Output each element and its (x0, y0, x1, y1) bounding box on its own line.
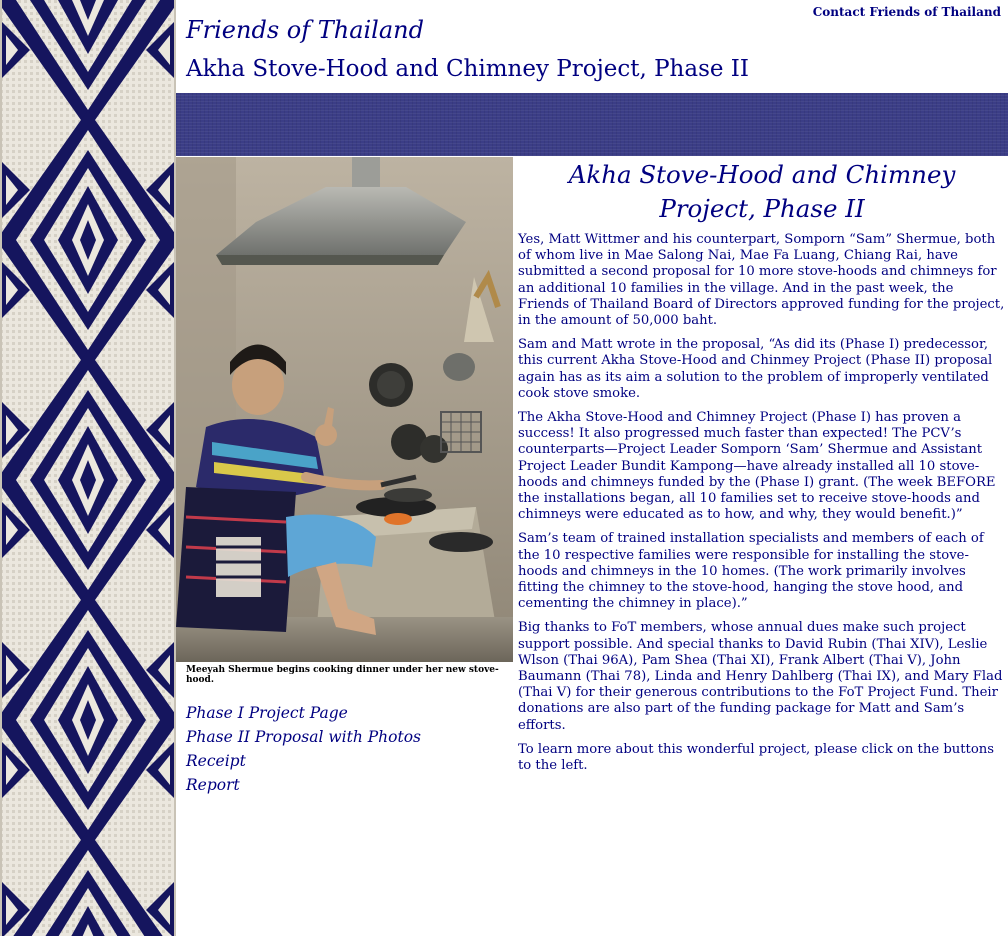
article-paragraph: Yes, Matt Wittmer and his counterpart, Somporn “Sam” Shermue, both of whom live in Mae Salong Nai, Mae Fa Luang, Chiang Rai, have submitted a second proposal for 10 more stove-hoods and chimneys for an additional 10 families in the village. And in the past week, the Friends of Thailand Board of Directors approved funding for the project, in the amount of 50,000 baht. (518, 232, 1005, 329)
phase-one-project-link[interactable]: Phase I Project Page (186, 704, 348, 722)
article (518, 158, 1006, 782)
photo-caption: Meeyah Shermue begins cooking dinner under her new stove-hood. (186, 665, 499, 685)
kitchen-illustration (176, 157, 513, 662)
article-paragraph: To learn more about this wonderful project, please click on the buttons to the left. (518, 741, 995, 774)
phase-two-proposal-link[interactable]: Phase II Proposal with Photos (186, 728, 422, 746)
project-links-nav (186, 701, 421, 797)
report-link[interactable]: Report (186, 776, 240, 794)
woven-textile-border (0, 0, 176, 936)
article-title: Akha Stove-Hood and Chimney Project, Phase II (568, 160, 956, 223)
textile-pattern-image (0, 0, 176, 936)
receipt-link[interactable]: Receipt (186, 752, 246, 770)
article-paragraph: Big thanks to FoT members, whose annual dues make such project support possible. And special thanks to David Rubin (Thai XIV), Leslie Wlson (Thai 96A), Pam Shea (Thai XI), Frank Albert (Thai V), John Baumann (Thai 78), Linda and Henry Dahlberg (Thai IX), and Mary Flad (Thai V) for their generous contributions to the FoT Project Fund. Their donations are also part of the funding package for Matt and Sam’s efforts. (518, 620, 1003, 733)
page-title: Akha Stove-Hood and Chimney Project, Phase II (186, 56, 749, 82)
stove-hood-photo (176, 157, 513, 662)
article-paragraph: Sam’s team of trained installation specialists and members of each of the 10 respective families were responsible for installing the stove-hoods and chimneys in the 10 homes. (The work primarily involves fitting the chimney to the stove-hood, hanging the stove hood, and cementing the chimney in place).” (518, 531, 984, 612)
header-banner (176, 93, 1008, 156)
contact-link[interactable]: Contact Friends of Thailand (812, 5, 1001, 19)
article-paragraph: The Akha Stove-Hood and Chimney Project (Phase I) has proven a success! It also progressed much faster than expected! The PCV’s counterparts—Project Leader Somporn ‘Sam’ Shermue and Assistant Project Leader Bundit Kampong—have already installed all 10 stove-hoods and chimneys funded by the (Phase I) grant. (The week BEFORE the installations began, all 10 families set to receive stove-hoods and chimneys were educated as to how, and why, they would benefit.)” (518, 410, 996, 523)
article-paragraph: Sam and Matt wrote in the proposal, “As did its (Phase I) predecessor, this current Akha Stove-Hood and Chinmey Project (Phase II) proposal again has as its aim a solution to the problem of improperly ventilated cook stove smoke. (518, 337, 993, 401)
org-title: Friends of Thailand (186, 16, 424, 44)
